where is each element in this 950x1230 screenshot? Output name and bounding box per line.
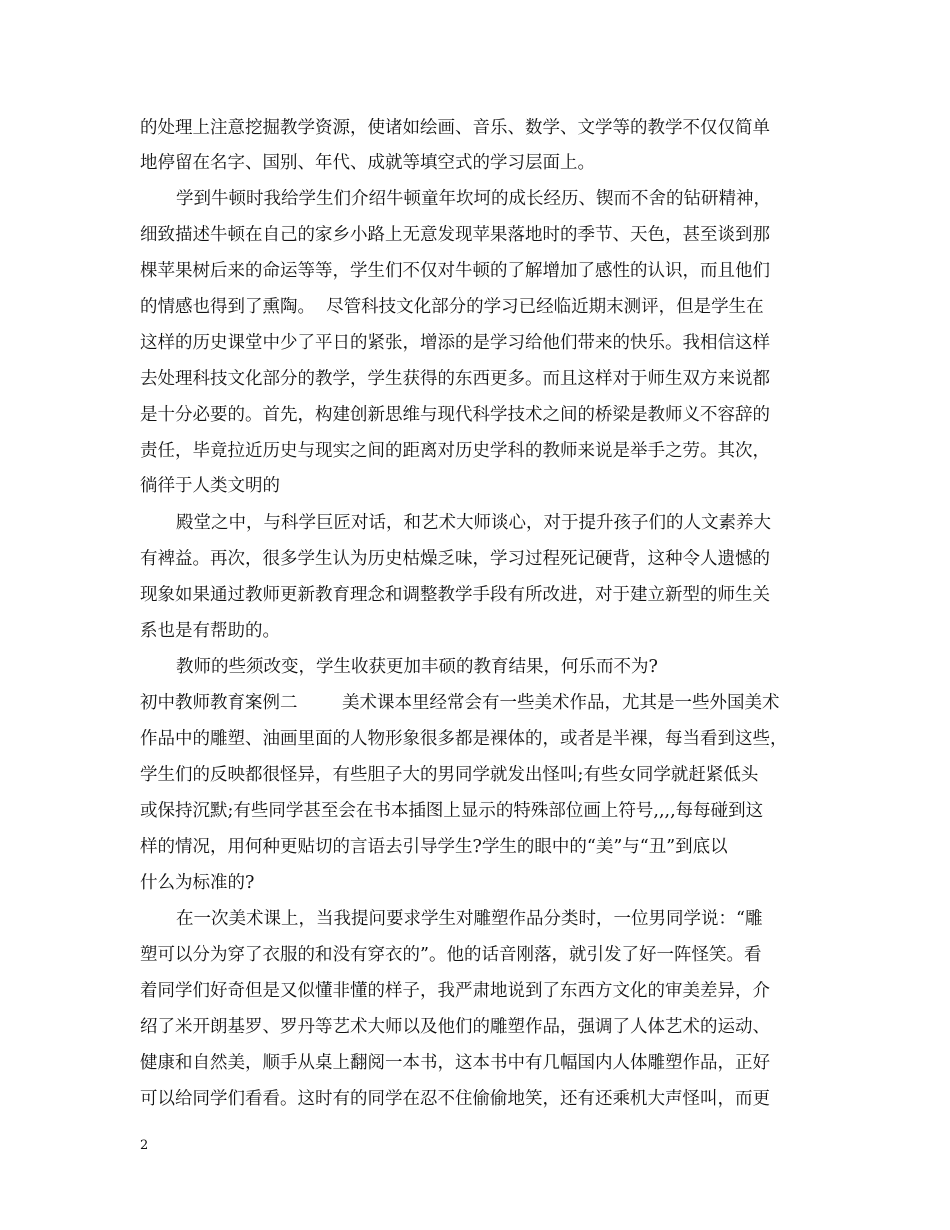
text-line: 样的情况，用何种更贴切的言语去引导学生?学生的眼中的“美”与“丑”到底以 bbox=[140, 837, 728, 857]
text-line: 塑可以分为穿了衣服的和没有穿衣的”。他的话音刚落，就引发了好一阵怪笑。看 bbox=[140, 945, 762, 965]
text-line: 学生们的反映都很怪异，有些胆子大的男同学就发出怪叫;有些女同学就赶紧低头 bbox=[140, 765, 759, 785]
text-line: 初中教师教育案例二 美术课本里经常会有一些美术作品，尤其是一些外国美术 bbox=[140, 693, 780, 713]
text-line: 责任，毕竟拉近历史与现实之间的距离对历史学科的教师来说是举手之劳。其次， bbox=[140, 441, 770, 461]
page-number: 2 bbox=[140, 1138, 149, 1153]
text-line: 绍了米开朗基罗、罗丹等艺术大师以及他们的雕塑作品，强调了人体艺术的运动、 bbox=[140, 1017, 770, 1037]
text-line: 棵苹果树后来的命运等等，学生们不仅对牛顿的了解增加了感性的认识，而且他们 bbox=[140, 261, 770, 281]
paragraph-first-line: 在一次美术课上，当我提问要求学生对雕塑作品分类时，一位男同学说：“雕 bbox=[176, 909, 763, 929]
text-line: 健康和自然美，顺手从桌上翻阅一本书，这本书中有几幅国内人体雕塑作品，正好 bbox=[140, 1053, 770, 1073]
text-line: 着同学们好奇但是又似懂非懂的样子，我严肃地说到了东西方文化的审美差异，介 bbox=[140, 981, 770, 1001]
text-line: 这样的历史课堂中少了平日的紧张，增添的是学习给他们带来的快乐。我相信这样 bbox=[140, 333, 770, 353]
text-line: 的情感也得到了熏陶。 尽管科技文化部分的学习已经临近期末测评，但是学生在 bbox=[140, 297, 764, 317]
text-line: 什么为标准的? bbox=[140, 873, 255, 893]
text-line: 细致描述牛顿在自己的家乡小路上无意发现苹果落地时的季节、天色，甚至谈到那 bbox=[140, 225, 770, 245]
text-line: 现象如果通过教师更新教育理念和调整教学手段有所改进，对于建立新型的师生关 bbox=[140, 585, 770, 605]
text-line: 可以给同学们看看。这时有的同学在忍不住偷偷地笑，还有还乘机大声怪叫，而更 bbox=[140, 1089, 770, 1109]
text-line: 去处理科技文化部分的教学，学生获得的东西更多。而且这样对于师生双方来说都 bbox=[140, 369, 770, 389]
text-line: 地停留在名字、国别、年代、成就等填空式的学习层面上。 bbox=[140, 153, 595, 173]
paragraph-first-line: 殿堂之中，与科学巨匠对话，和艺术大师谈心，对于提升孩子们的人文素养大 bbox=[176, 513, 771, 533]
text-line: 是十分必要的。首先，构建创新思维与现代科学技术之间的桥梁是教师义不容辞的 bbox=[140, 405, 770, 425]
text-line: 徜徉于人类文明的 bbox=[140, 476, 280, 496]
text-line: 有裨益。再次，很多学生认为历史枯燥乏味，学习过程死记硬背，这种令人遗憾的 bbox=[140, 549, 770, 569]
text-line: 或保持沉默;有些同学甚至会在书本插图上显示的特殊部位画上符号,,,,每每碰到这 bbox=[140, 801, 764, 821]
paragraph-first-line: 学到牛顿时我给学生们介绍牛顿童年坎坷的成长经历、锲而不舍的钻研精神， bbox=[176, 189, 771, 209]
text-line: 的处理上注意挖掘教学资源，使诸如绘画、音乐、数学、文学等的教学不仅仅简单 bbox=[140, 118, 770, 138]
paragraph-first-line: 教师的些须改变，学生收获更加丰硕的教育结果，何乐而不为? bbox=[176, 657, 658, 677]
text-line: 作品中的雕塑、油画里面的人物形象很多都是裸体的，或者是半裸，每当看到这些， bbox=[140, 729, 788, 749]
text-line: 系也是有帮助的。 bbox=[140, 621, 280, 641]
